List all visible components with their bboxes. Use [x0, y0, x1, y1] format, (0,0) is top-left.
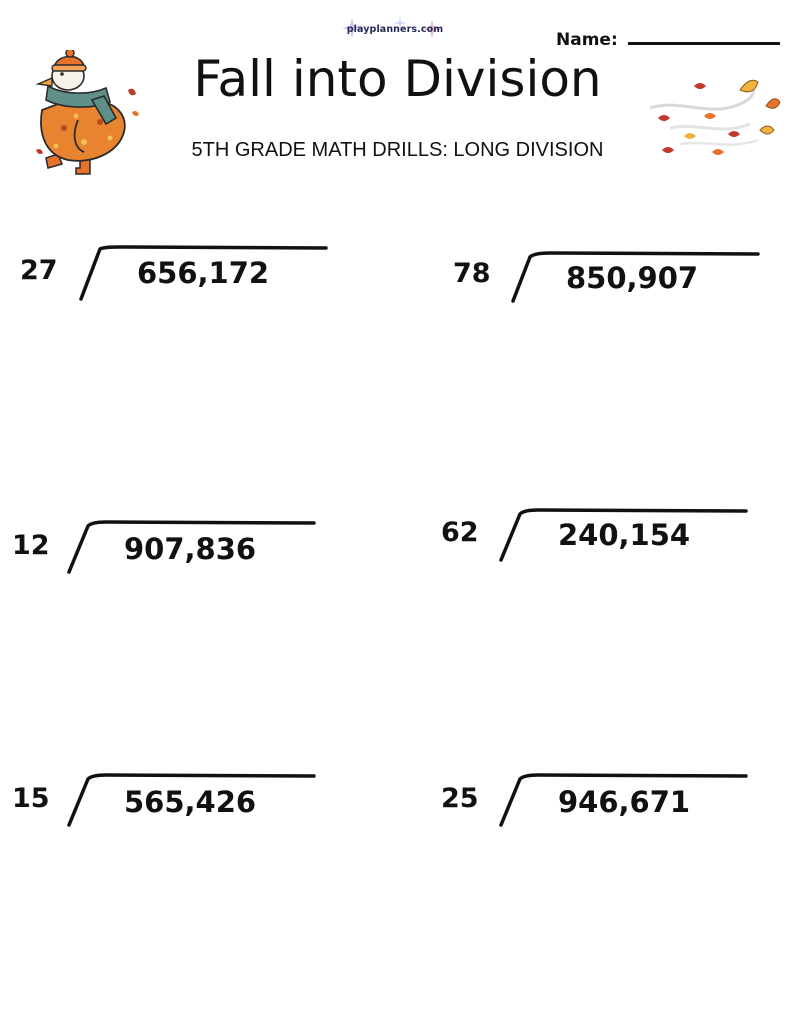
- divisor-1: 27: [20, 255, 58, 286]
- page-title: Fall into Division: [193, 50, 602, 108]
- name-line[interactable]: [628, 42, 780, 45]
- divisor-4: 62: [441, 517, 479, 548]
- divisor-2: 78: [453, 258, 491, 289]
- goose-in-autumn-coat-icon: [28, 50, 143, 180]
- dividend-6: 946,671: [558, 785, 691, 819]
- name-label: Name:: [556, 30, 618, 50]
- divisor-6: 25: [441, 783, 479, 814]
- brand-logo: [340, 16, 450, 46]
- divisor-5: 15: [12, 783, 50, 814]
- dividend-2: 850,907: [566, 261, 699, 295]
- divisor-3: 12: [12, 530, 50, 561]
- brand-text: playplanners.com: [346, 24, 444, 35]
- dividend-3: 907,836: [124, 532, 257, 566]
- page-subtitle: 5TH GRADE MATH DRILLS: LONG DIVISION: [191, 139, 604, 161]
- dividend-1: 656,172: [137, 256, 270, 290]
- falling-leaves-icon: [640, 78, 785, 168]
- dividend-4: 240,154: [558, 518, 691, 552]
- dividend-5: 565,426: [124, 785, 257, 819]
